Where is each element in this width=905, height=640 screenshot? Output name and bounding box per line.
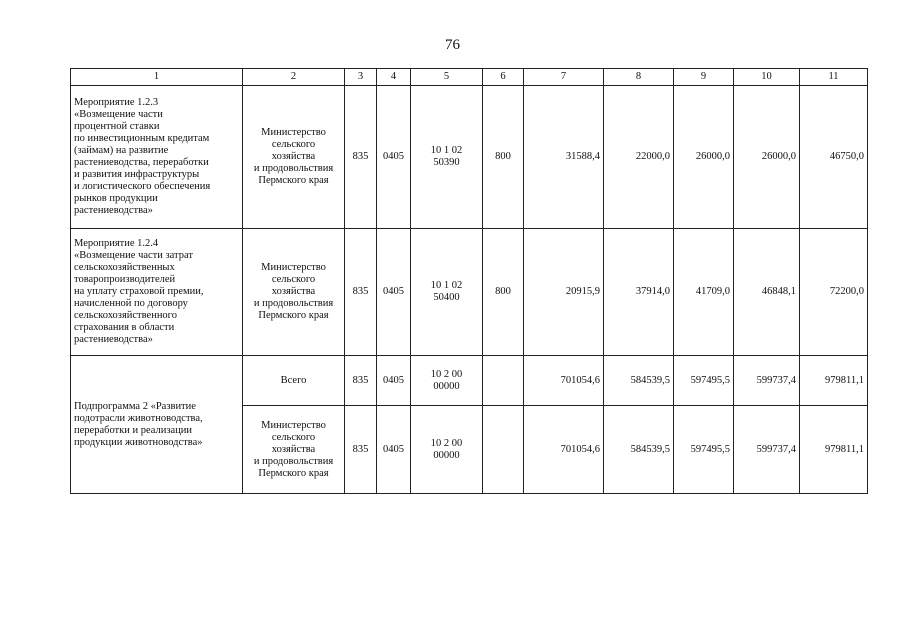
section-cell: 0405 <box>377 86 411 229</box>
expense-type-cell <box>483 406 524 494</box>
amount-col10: 599737,4 <box>734 356 800 406</box>
budget-table <box>70 68 868 494</box>
section-cell: 0405 <box>377 356 411 406</box>
column-number: 3 <box>345 69 377 86</box>
table-row <box>71 356 868 406</box>
amount-col8: 584539,5 <box>604 406 674 494</box>
section-cell: 0405 <box>377 406 411 494</box>
column-number: 9 <box>674 69 734 86</box>
column-number: 8 <box>604 69 674 86</box>
column-number: 5 <box>411 69 483 86</box>
amount-col9: 41709,0 <box>674 229 734 356</box>
expense-type-cell: 800 <box>483 86 524 229</box>
amount-col8: 37914,0 <box>604 229 674 356</box>
executor-cell: Министерство сельского хозяйства и продовольствия Пермского края <box>243 86 345 229</box>
page-number: 76 <box>445 37 460 53</box>
target-code-cell: 10 2 00 00000 <box>411 356 483 406</box>
amount-col7: 20915,9 <box>524 229 604 356</box>
column-number: 10 <box>734 69 800 86</box>
amount-col7: 701054,6 <box>524 406 604 494</box>
expense-type-cell: 800 <box>483 229 524 356</box>
grbs-cell: 835 <box>345 229 377 356</box>
section-cell: 0405 <box>377 229 411 356</box>
amount-col10: 26000,0 <box>734 86 800 229</box>
column-number: 4 <box>377 69 411 86</box>
column-number: 1 <box>71 69 243 86</box>
executor-cell: Министерство сельского хозяйства и продовольствия Пермского края <box>243 406 345 494</box>
amount-col10: 46848,1 <box>734 229 800 356</box>
amount-col11: 979811,1 <box>800 406 868 494</box>
amount-col9: 26000,0 <box>674 86 734 229</box>
amount-col8: 22000,0 <box>604 86 674 229</box>
measure-name: Мероприятие 1.2.3 «Возмещение части процентной ставки по инвестиционным кредитам (займам) на развитие растениеводства, переработки и развития инфраструктуры и логистического обеспечения рынков продукции растениеводства» <box>71 86 243 229</box>
amount-col7: 701054,6 <box>524 356 604 406</box>
amount-col9: 597495,5 <box>674 356 734 406</box>
amount-col10: 599737,4 <box>734 406 800 494</box>
column-number: 7 <box>524 69 604 86</box>
subprogram-name: Подпрограмма 2 «Развитие подотрасли животноводства, переработки и реализации продукции животноводства» <box>71 356 243 494</box>
total-label: Всего <box>243 356 345 406</box>
target-code-cell: 10 2 00 00000 <box>411 406 483 494</box>
column-number: 6 <box>483 69 524 86</box>
target-code-cell: 10 1 02 50390 <box>411 86 483 229</box>
grbs-cell: 835 <box>345 356 377 406</box>
table-row <box>71 229 868 356</box>
grbs-cell: 835 <box>345 406 377 494</box>
amount-col11: 979811,1 <box>800 356 868 406</box>
column-number-row <box>71 69 868 86</box>
grbs-cell: 835 <box>345 86 377 229</box>
amount-col7: 31588,4 <box>524 86 604 229</box>
amount-col11: 46750,0 <box>800 86 868 229</box>
column-number: 2 <box>243 69 345 86</box>
executor-cell: Министерство сельского хозяйства и продовольствия Пермского края <box>243 229 345 356</box>
amount-col11: 72200,0 <box>800 229 868 356</box>
measure-name: Мероприятие 1.2.4 «Возмещение части затрат сельскохозяйственных товаропроизводителей на уплату страховой премии, начисленной по договору сельскохозяйственного страхования в области растениеводства» <box>71 229 243 356</box>
target-code-cell: 10 1 02 50400 <box>411 229 483 356</box>
expense-type-cell <box>483 356 524 406</box>
amount-col8: 584539,5 <box>604 356 674 406</box>
amount-col9: 597495,5 <box>674 406 734 494</box>
column-number: 11 <box>800 69 868 86</box>
table-row <box>71 86 868 229</box>
